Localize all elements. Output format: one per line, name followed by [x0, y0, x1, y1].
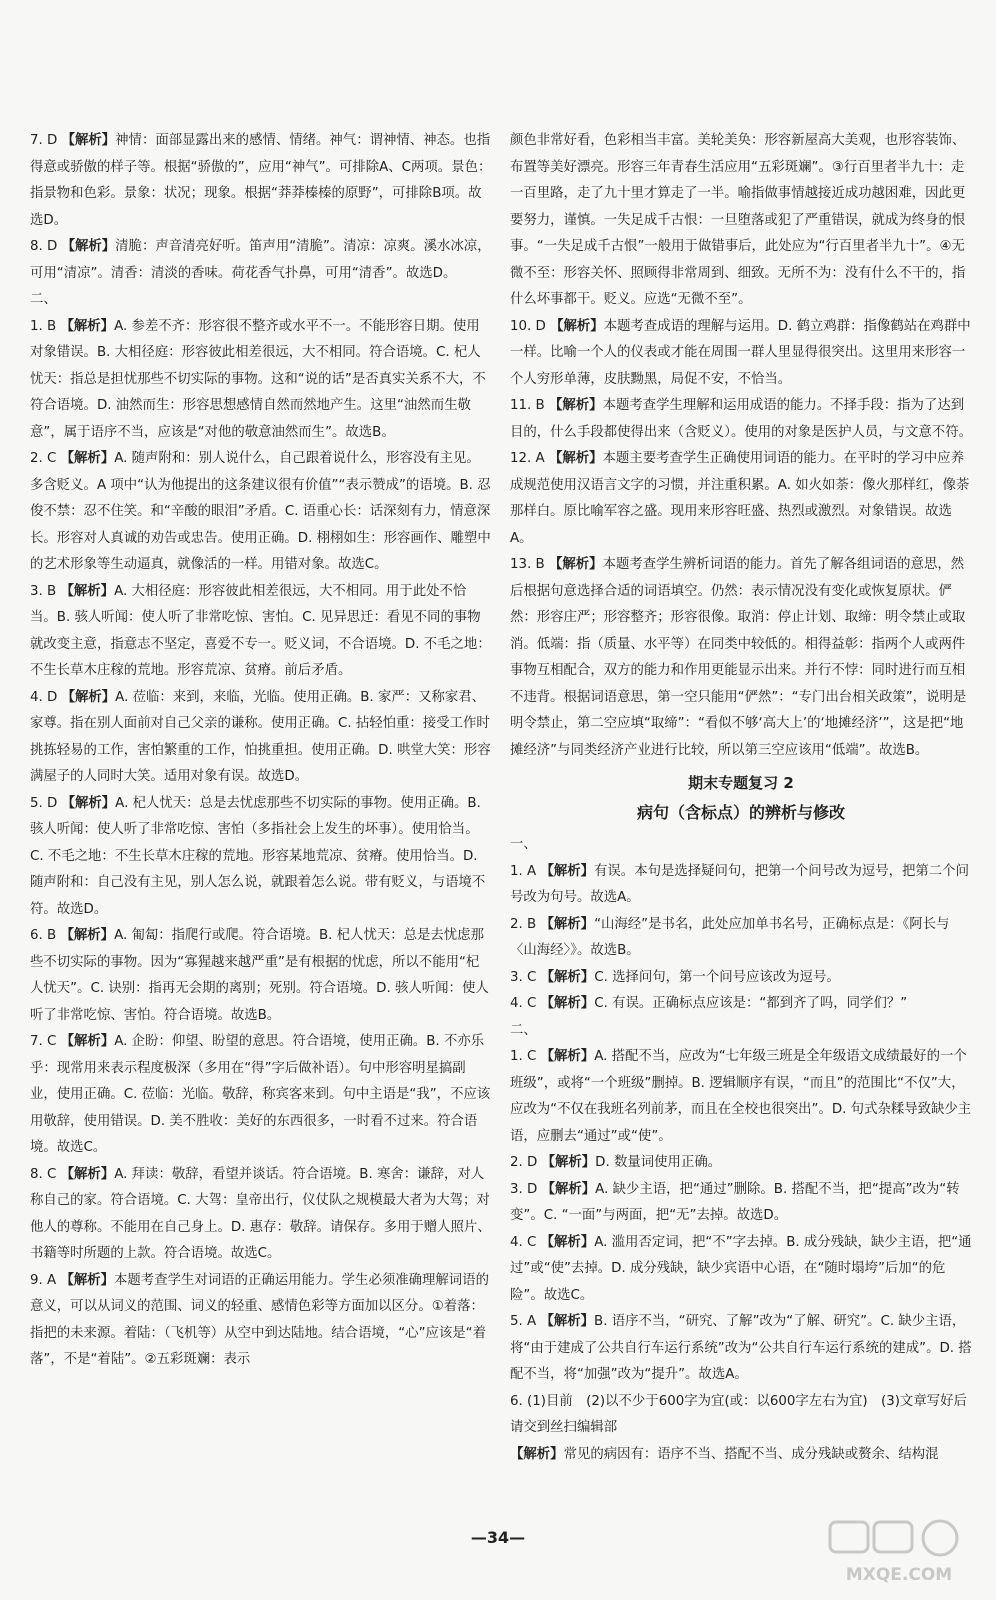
answer-item [30, 579, 492, 685]
analysis-tag: 【解析】 [548, 451, 603, 466]
analysis-tag: 【解析】 [550, 318, 604, 334]
item-number: 1. B [30, 318, 57, 334]
answer-item [510, 1150, 972, 1177]
left-column [30, 128, 492, 1374]
answer-item [30, 1029, 492, 1162]
answer-item [510, 552, 972, 764]
analysis-tag: 【解析】 [60, 1272, 115, 1288]
answer-item [30, 685, 492, 791]
item-text: 本题考查学生辨析词语的能力。首先了解各组词语的意思，然后根据句意选择合适的词语填空。仍然：表示情况没有变化或恢复原状。俨然：形容庄严；形容整齐；形容很像。取消：停止计划、取缔：明令禁止或取消。低端：指（质量、水平等）在同类中较低的。相得益彰：指两个人或两件事物互相配合，双方的能力和作用更能显示出来。并行不悖：同时进行而互相不违背。根据词语意思，第一空只能用“俨然”：“专门出台相关政策”，说明是明令禁止，第二空应填“取缔”：“看似不够‘高大上’的‘地摊经济’”，这是把“地摊经济”与同类经济产业进行比较，所以第三空应该用“低端”。故选B。 [510, 557, 967, 758]
left-item-list [30, 128, 492, 1374]
answer-item [510, 1177, 972, 1230]
item-number: 8. D [30, 239, 58, 254]
answer-item [30, 314, 492, 447]
answer-item [30, 923, 492, 1029]
item-text: 本题考查学生对词语的正确运用能力。学生必须准确理解词语的意义，可以从词义的范围、词义的轻重、感情色彩等方面加以区分。①着落：指把的未来源。着陆：（飞机等）从空中到达陆地。结合语境，“心”应该是“着落”，不是“着陆”。②五彩斑斓：表示 [30, 1272, 489, 1367]
item-text: A. 莅临：来到，来临，光临。使用正确。B. 家严：又称家君、家尊。指在别人面前对自己父亲的谦称。使用正确。C. 拈轻怕重：接受工作时挑拣轻易的工作，害怕繁重的工作，怕挑重担。使用正确。D. 哄堂大笑：形容满屋子的人同时大笑。适用对象有误。故选D。 [30, 689, 491, 784]
item-number: 3. D [510, 1181, 538, 1197]
analysis-tag: 【解析】 [540, 916, 595, 932]
answer-item [30, 1162, 492, 1268]
analysis-tag: 【解析】 [540, 1234, 595, 1250]
item-number: 5. A [510, 1314, 537, 1329]
item-number: 10. D [510, 318, 546, 334]
item-number: 4. C [510, 996, 537, 1011]
item-number: 4. D [30, 689, 58, 705]
item-text: 本题主要考查学生正确使用词语的能力。在平时的学习中应养成规范使用汉语言文字的习惯，并注重积累。A. 如火如荼：像火那样红，像荼那样白。原比喻军容之盛。现用来形容旺盛、热烈或激烈。对象错误。故选A。 [510, 451, 970, 546]
answer-item [510, 965, 972, 992]
analysis-tag: 【解析】 [60, 318, 115, 334]
right-column [510, 128, 972, 1468]
answer-item [510, 1230, 972, 1310]
analysis-tag: 【解析】 [510, 1446, 564, 1462]
item-text: A. 杞人忧天：总是去忧虑那些不切实际的事物。使用正确。B. 骇人听闻：使人听了非常吃惊、害怕（多指社会上发生的坏事）。使用恰当。C. 不毛之地：不生长草木庄稼的荒地。形容某地荒凉、贫瘠。使用恰当。D. 随声附和：自己没有主见，别人怎么说，就跟着怎么说。带有贬义，与语境不符。故选D。 [30, 795, 486, 917]
analysis-tag: 【解析】 [61, 795, 116, 811]
answer-item [30, 128, 492, 234]
item-text: C. 选择问句，第一个问号应该改为逗号。 [594, 969, 840, 985]
item-text: C. 有误。正确标点应该是：“都到齐了吗，同学们？” [594, 996, 908, 1011]
item-text: A. 随声附和：别人说什么，自己跟着说什么，形容没有主见。多含贬义。A 项中“认为他提出的这条建议很有价值”“表示赞成”的语境。B. 忍俊不禁：忍不住笑。和“辛酸的眼泪”矛盾。C. 语重心长：话深刻有力，情意深长。形容对人真诚的劝告或忠告。使用正确。D. 栩栩如生：形容画作、雕塑中的艺术形象等生动逼真，就像活的一样。用错对象。故选C。 [30, 451, 491, 572]
item-number: 1. C [510, 1049, 537, 1064]
answer-item [30, 234, 492, 287]
item-text: D. 数量词使用正确。 [595, 1155, 722, 1170]
item-text: 本题考查成语的理解与运用。D. 鹤立鸡群：指像鹤站在鸡群中一样。比喻一个人的仪表或才能在周围一群人里显得很突出。这里用来形容一个人穷形单薄，皮肤黝黑，局促不安，不恰当。 [510, 318, 971, 387]
answer-item [510, 314, 972, 394]
section-subtitle: 病句（含标点）的辨析与修改 [636, 803, 845, 822]
analysis-tag: 【解析】 [540, 996, 595, 1011]
analysis-tag: 【解析】 [60, 1166, 115, 1182]
answer-item [510, 1389, 972, 1442]
item-text: 神情：面部显露出来的感情、情绪。神气：谓神情、神态。也指得意或骄傲的样子等。根据“骄傲的”，应用“神气”。可排除A、C两项。景色：指景物和色彩。景象：状况；现象。根据“莽莽榛榛的原野”，可排除B项。故选D。 [30, 133, 492, 228]
item-text: A. 滥用否定词，把“不”字去掉。B. 成分残缺，缺少主语，把“通过”或“使”去掉。D. 成分残缺，缺少宾语中心语，在“随时塌垮”后加“的危险”。故选C。 [510, 1234, 972, 1303]
item-number: 9. A [30, 1272, 57, 1288]
analysis-tag: 【解析】 [60, 928, 115, 943]
item-text: 本题考查学生理解和运用成语的能力。不择手段：指为了达到目的，什么手段都使得出来（含贬义）。使用的对象是医护人员，与文意不符。 [510, 398, 972, 440]
analysis-tag: 【解析】 [541, 1181, 596, 1197]
answer-item [510, 1044, 972, 1150]
answer-item [510, 912, 972, 965]
item-text: A. 参差不齐：形容很不整齐或水平不一。不能形容日期。使用对象错误。B. 大相径庭：形容彼此相差很远，大不相同。符合语境。C. 杞人忧天：指总是担忧那些不切实际的事物。这和“说的话”是否真实关系不大，不符合语境。D. 油然而生：形容思想感情自然而然地产生。这里“油然而生敬意”，属于语序不当，应该是“对他的敬意油然而生”。故选B。 [30, 318, 486, 440]
item-number: 8. C [30, 1166, 57, 1182]
answer-item [510, 393, 972, 446]
analysis-tag: 【解析】 [60, 583, 115, 599]
item-text: A. 大相径庭：形容彼此相差很远，大不相同。用于此处不恰当。B. 骇人听闻：使人听了非常吃惊、害怕。C. 见异思迁：看见不同的事物就改变主意，指意志不坚定，喜爱不专一。贬义词，不合语境。D. 不毛之地：不生长草木庄稼的荒地。形容荒凉、贫瘠。前后矛盾。 [30, 583, 491, 678]
item-number: 2. C [30, 451, 57, 466]
answer-item [510, 991, 972, 1018]
item-text: A. 企盼：仰望、盼望的意思。符合语境，使用正确。B. 不亦乐乎：现常用来表示程度极深（多用在“得”字后做补语）。句中形容明星搞副业，使用正确。C. 莅临：光临。敬辞，称宾客来到。句中主语是“我”，不应该用敬辞，使用错误。D. 美不胜收：美好的东西很多，一时看不过来。符合语境。故选C。 [30, 1034, 491, 1155]
answer-item [510, 446, 972, 552]
item-text: 常见的病因有：语序不当、搭配不当、成分残缺或赘余、结构混 [563, 1446, 939, 1462]
analysis-tag: 【解析】 [540, 1049, 595, 1064]
item-number: 6. B [30, 928, 57, 943]
answer-item [510, 1442, 972, 1469]
analysis-tag: 【解析】 [540, 969, 595, 985]
item-number: 2. B [510, 916, 537, 932]
analysis-tag: 【解析】 [61, 239, 116, 254]
item-number: 6. [510, 1393, 523, 1409]
analysis-tag: 【解析】 [549, 398, 603, 413]
item-text: 颜色非常好看，色彩相当丰富。美轮美奂：形容新屋高大美观，也形容装饰、布置等美好漂亮。形容三年青春生活应用“五彩斑斓”。③行百里者半九十：走一百里路，走了九十里才算走了一半。喻指做事情越接近成功越困难，因此更要努力，谨慎。一失足成千古恨：一旦堕落或犯了严重错误，就成为终身的恨事。“一失足成千古恨”一般用于做错事后，此处应为“行百里者半九十”。④无微不至：形容关怀、照顾得非常周到、细致。无所不为：没有什么不干的，指什么坏事都干。贬义。应选“无微不至”。 [510, 133, 966, 307]
watermark-logo [824, 1516, 974, 1590]
section-marker: 二、 [30, 292, 57, 307]
item-text: B. 语序不当，“研究、了解”改为“了解、研究”。C. 缺少主语，将“由于建成了公共自行车运行系统”改为“公共自行车运行系统的建成”。D. 搭配不当，将“加强”改为“提升”。故选A。 [510, 1314, 972, 1382]
item-text: A. 匍匐：指爬行或爬。符合语境。B. 杞人忧天：总是去忧虑那些不切实际的事物。因为“寡猩越来越严重”是有根据的忧虑，所以不能用“杞人忧天”。C. 诀别：指再无会期的离别；死别。符合语境。D. 骇人听闻：使人听了非常吃惊、害怕。符合语境。故选B。 [30, 928, 489, 1023]
answer-item [510, 128, 972, 314]
item-number: 5. D [30, 795, 58, 811]
item-number: 11. B [510, 398, 545, 413]
item-number: 13. B [510, 557, 545, 572]
item-text: 清脆：声音清亮好听。笛声用“清脆”。清凉：凉爽。溪水冰凉，可用“清凉”。清香：清淡的香味。荷花香气扑鼻，可用“清香”。故选D。 [30, 239, 491, 281]
section-marker: 二、 [510, 1022, 537, 1038]
item-number: 1. A [510, 863, 537, 879]
item-text: A. 缺少主语，把“通过”删除。B. 搭配不当，把“提高”改为“转变”。C. “一面”与两面，把“无”去掉。故选D。 [510, 1181, 960, 1223]
item-text: “山海经”是书名，此处应加单书名号，正确标点是：《阿长与〈山海经〉》。故选B。 [510, 916, 950, 958]
item-text: A. 拜读：敬辞，看望并谈话。符合语境。B. 寒舍：谦辞，对人称自己的家。符合语境。C. 大驾：皇帝出行，仪仗队之规模最大者为大驾；对他人的尊称。不能用在自己身上。D. 惠存：敬辞。请保存。多用于赠人照片、书籍等时所题的上款。符合语境。故选C。 [30, 1166, 491, 1261]
item-text: A. 搭配不当，应改为“七年级三班是全年级语文成绩最好的一个班级”，或将“一个班级”删掉。B. 逻辑顺序有误，“而且”的范围比“不仅”大，应改为“不仅在我班名列前茅，而且在全校也很突出”。D. 句式杂糅导致缺少主语，应删去“通过”或“使”。 [510, 1049, 972, 1144]
item-number: 12. A [510, 451, 545, 466]
analysis-tag: 【解析】 [540, 863, 595, 879]
page-number: —34— [470, 1528, 526, 1547]
analysis-tag: 【解析】 [540, 1314, 595, 1329]
item-text: (1)目前 (2)以不少于600字为宜(或：以600字左右为宜) (3)文章写好后请交到丝扫编辑部 [510, 1393, 967, 1435]
item-number: 4. C [510, 1234, 537, 1250]
answer-item [30, 791, 492, 924]
right-item-list [510, 128, 972, 1468]
section-marker: 一、 [510, 837, 537, 852]
analysis-tag: 【解析】 [60, 1034, 115, 1049]
svg-text:MXQE.COM: MXQE.COM [845, 1565, 953, 1585]
analysis-tag: 【解析】 [61, 133, 116, 148]
answer-item [510, 1309, 972, 1389]
item-number: 7. C [30, 1034, 57, 1049]
answer-item [30, 1268, 492, 1374]
item-number: 7. D [30, 133, 58, 148]
answer-item [30, 446, 492, 579]
item-number: 3. B [30, 583, 57, 599]
analysis-tag: 【解析】 [549, 557, 603, 572]
analysis-tag: 【解析】 [60, 451, 115, 466]
item-number: 2. D [510, 1155, 538, 1170]
item-number: 3. C [510, 969, 537, 985]
answer-item [510, 859, 972, 912]
analysis-tag: 【解析】 [61, 689, 116, 705]
analysis-tag: 【解析】 [541, 1155, 596, 1170]
item-text: 有误。本句是选择疑问句，把第一个问号改为逗号，把第二个问号改为句号。故选A。 [510, 863, 969, 905]
section-title: 期末专题复习 2 [688, 774, 794, 792]
